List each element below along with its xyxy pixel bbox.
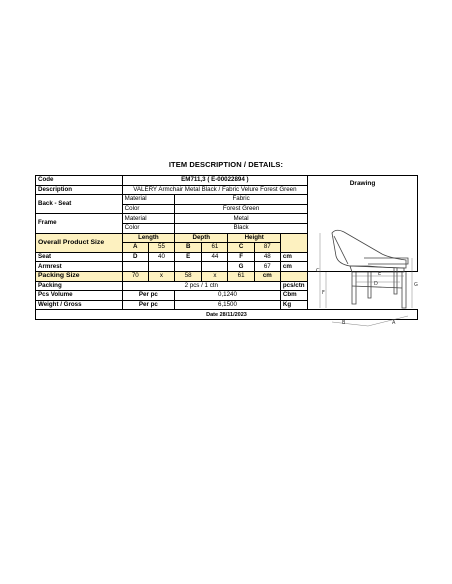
dim-d: D <box>122 252 148 262</box>
depth-header: Depth <box>175 233 228 243</box>
dim-a-letter: A <box>392 320 396 326</box>
armrest-label: Armrest <box>36 262 123 272</box>
seat-unit: cm <box>280 252 307 262</box>
date-stamp: Date 28/11/2023 <box>36 310 418 320</box>
dim-g: G <box>228 262 254 272</box>
dim-c-value: 87 <box>254 243 280 253</box>
back-seat-material: Fabric <box>175 195 308 205</box>
frame-color: Black <box>175 223 308 233</box>
length-header: Length <box>122 233 174 243</box>
drawing-cell <box>308 176 418 326</box>
dim-b-value: 61 <box>202 243 228 253</box>
weight-label: Weight / Gross <box>36 300 123 310</box>
spec-table <box>35 175 418 326</box>
frame-material-label: Material <box>122 214 174 224</box>
dim-e-value: 44 <box>202 252 228 262</box>
dim-d-value: 40 <box>148 252 174 262</box>
dim-a: A <box>122 243 148 253</box>
dim-d-letter: D <box>374 281 378 287</box>
packing-x2: x <box>202 271 228 281</box>
code-label: Code <box>36 176 123 186</box>
back-seat-color: Forest Green <box>175 204 308 214</box>
chair-drawing <box>308 176 417 336</box>
seat-label: Seat <box>36 252 123 262</box>
description-value: VALERY Armchair Metal Black / Fabric Velure Forest Green <box>122 185 307 195</box>
dim-f-value: 48 <box>254 252 280 262</box>
page-title: ITEM DESCRIPTION / DETAILS: <box>168 160 284 169</box>
dim-f-letter: F <box>322 290 325 296</box>
code-value: EM711,3 ( E-00022894 ) <box>122 176 307 186</box>
back-seat-label: Back - Seat <box>36 195 123 214</box>
volume-label: Pcs Volume <box>36 291 123 301</box>
weight-unit: Kg <box>280 300 307 310</box>
back-seat-color-label: Color <box>122 204 174 214</box>
dim-e: E <box>175 252 202 262</box>
packing-height: 61 <box>228 271 254 281</box>
packing-unit: pcs/ctn <box>280 281 307 291</box>
packing-width: 58 <box>175 271 202 281</box>
weight-value: 6,1500 <box>175 300 281 310</box>
description-label: Description <box>36 185 123 195</box>
volume-unit: Cbm <box>280 291 307 301</box>
packing-value: 2 pcs / 1 ctn <box>122 281 280 291</box>
dim-e-letter: E <box>378 271 382 277</box>
dim-g-value: 67 <box>254 262 280 272</box>
dim-b: B <box>175 243 202 253</box>
frame-label: Frame <box>36 214 123 233</box>
packing-length: 70 <box>122 271 148 281</box>
dim-b-letter: B <box>342 320 346 326</box>
drawing-label: Drawing <box>349 180 376 187</box>
dim-c-letter: C <box>316 268 320 274</box>
dim-a-value: 55 <box>148 243 174 253</box>
frame-material: Metal <box>175 214 308 224</box>
dim-f: F <box>228 252 254 262</box>
volume-value: 0,1240 <box>175 291 281 301</box>
frame-color-label: Color <box>122 223 174 233</box>
dim-c: C <box>228 243 254 253</box>
overall-size-label: Overall Product Size <box>36 233 123 252</box>
weight-per: Per pc <box>122 300 174 310</box>
packing-x1: x <box>148 271 174 281</box>
packing-size-unit: cm <box>254 271 280 281</box>
packing-label: Packing <box>36 281 123 291</box>
back-seat-material-label: Material <box>122 195 174 205</box>
dim-g-letter: G <box>414 282 418 288</box>
packing-size-label: Packing Size <box>36 271 123 281</box>
height-header: Height <box>228 233 280 243</box>
volume-per: Per pc <box>122 291 174 301</box>
armrest-unit: cm <box>280 262 307 272</box>
